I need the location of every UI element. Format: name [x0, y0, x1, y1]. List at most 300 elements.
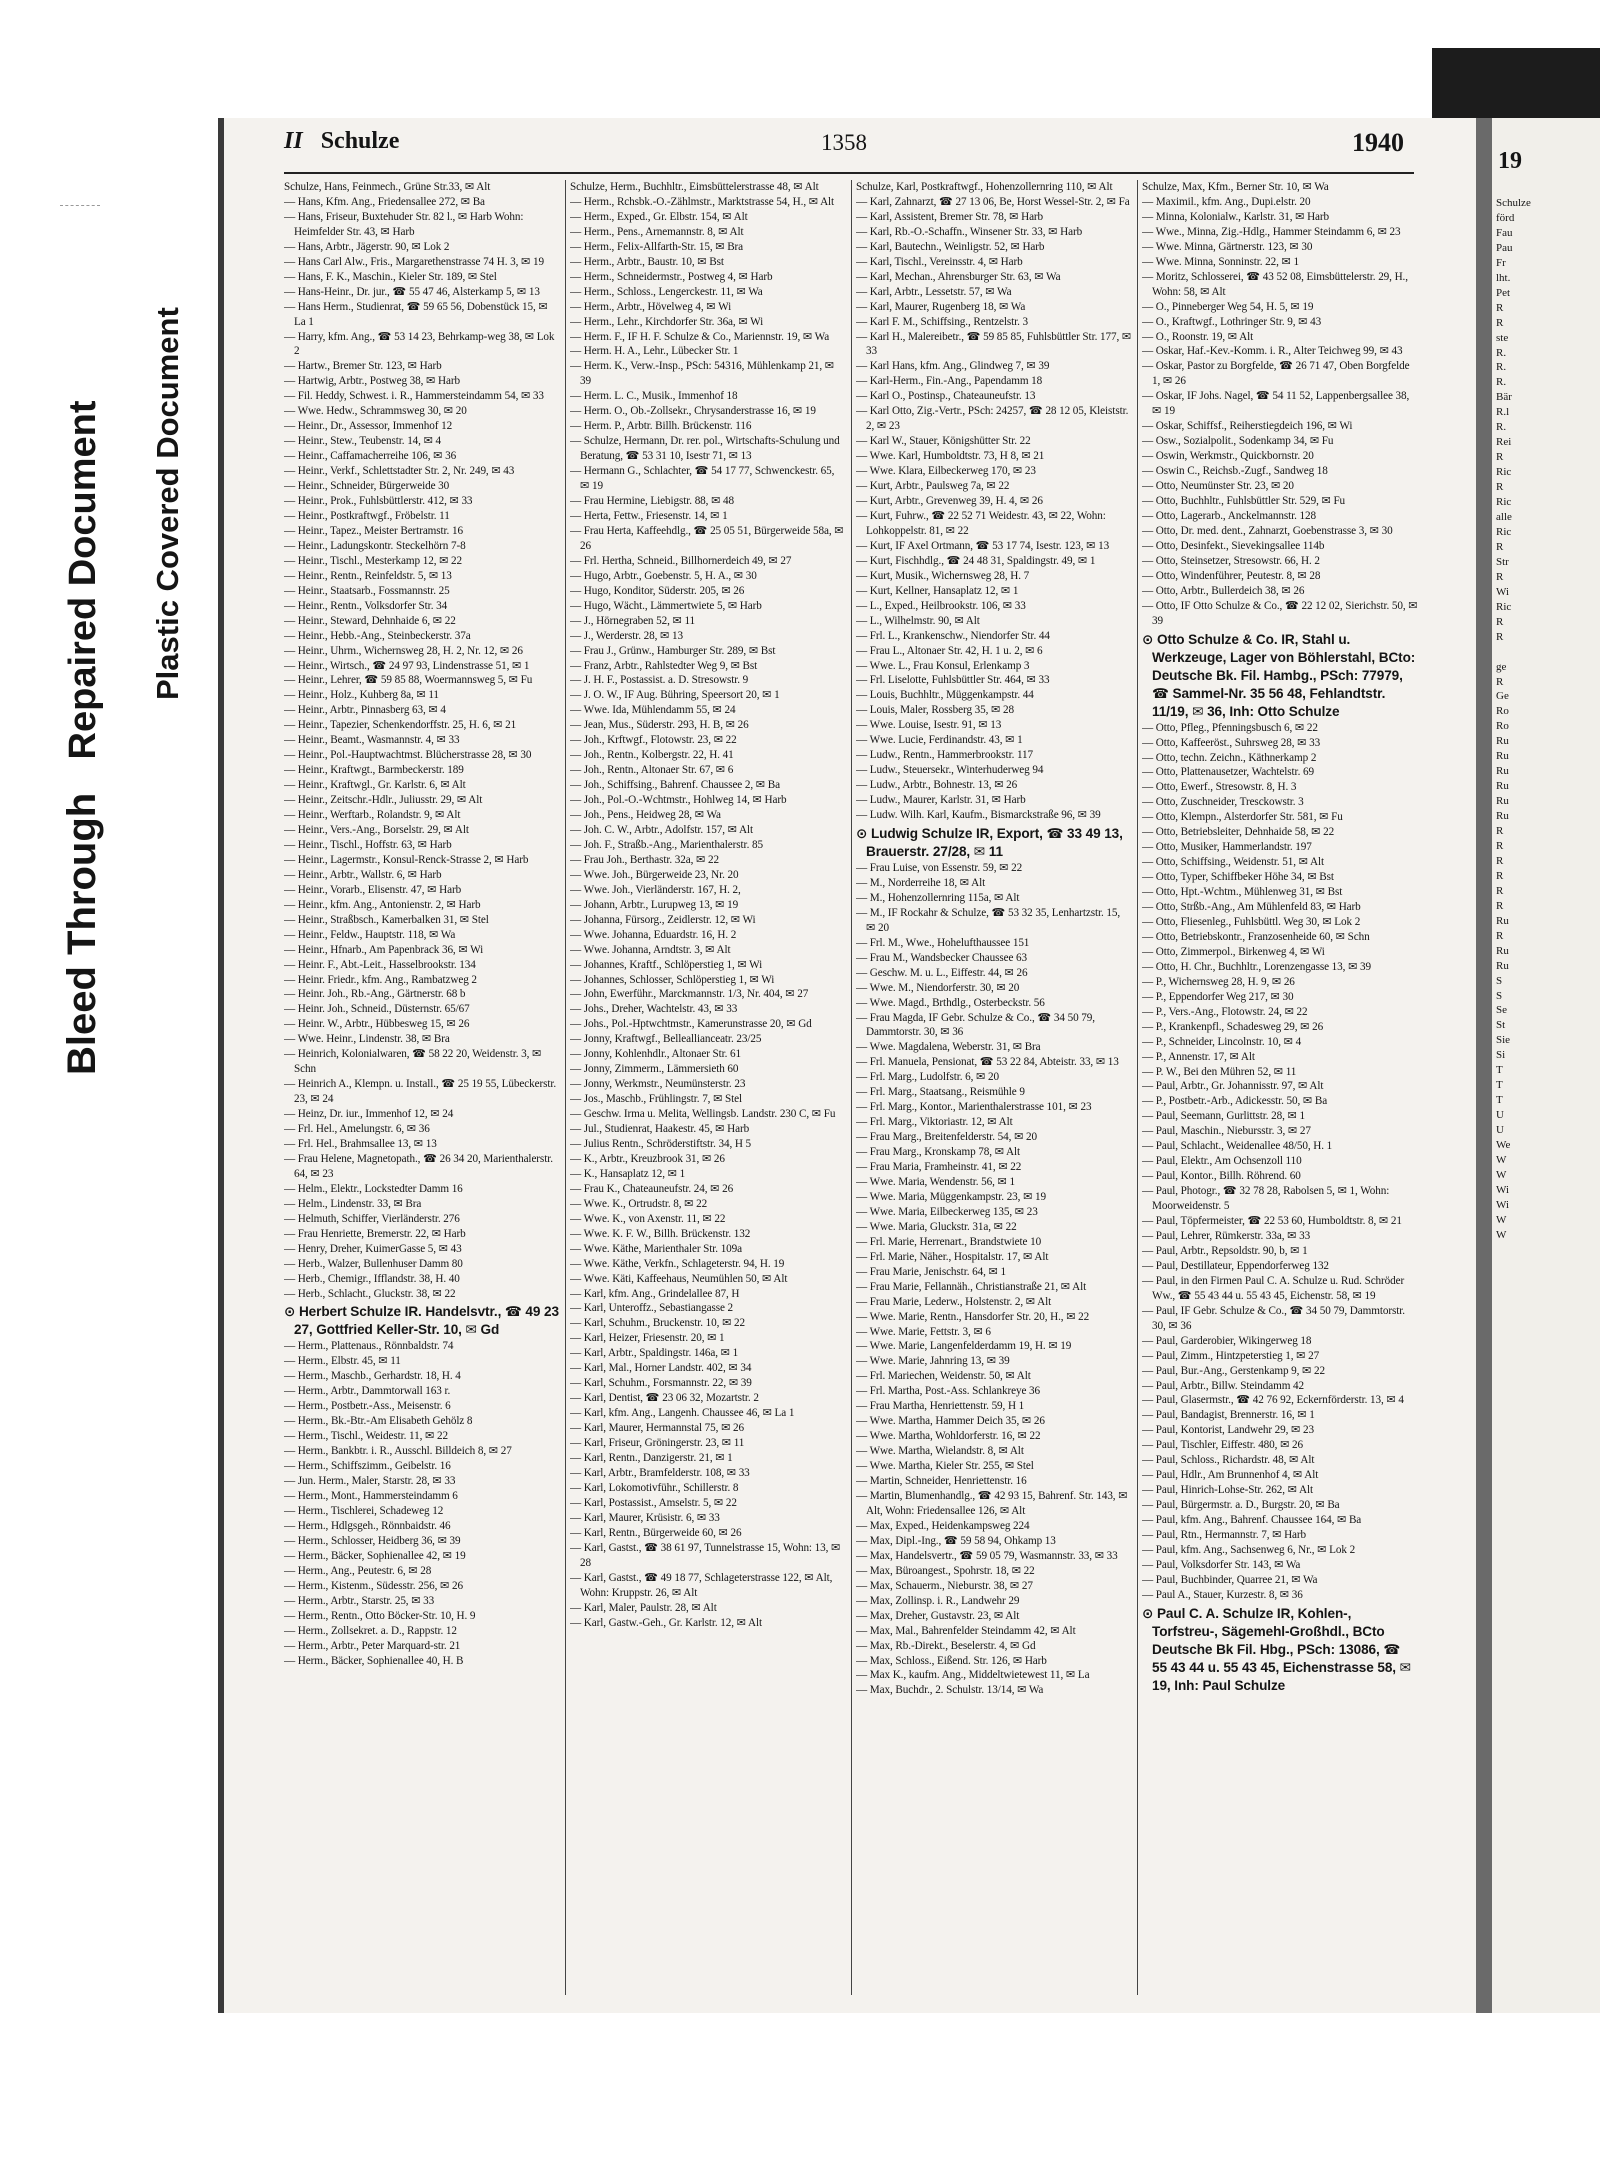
- directory-entry: — K., Arbtr., Kreuzbrook 31, ✉ 26: [570, 1152, 725, 1165]
- next-page-line: We: [1496, 1139, 1511, 1152]
- directory-page: [224, 118, 1484, 2013]
- next-page-line: Wi: [1496, 1198, 1509, 1211]
- directory-entry: — Frau Marie, Fellannäh., Christianstraße 21, ✉ Alt: [856, 1280, 1087, 1293]
- directory-entry: — Frau K., Chateauneufstr. 24, ✉ 26: [570, 1182, 734, 1195]
- directory-entry: — Frau L., Altonaer Str. 42, H. 1 u. 2, ✉ 6: [856, 644, 1043, 657]
- column-divider: [1137, 180, 1138, 1995]
- next-page-line: R: [1496, 540, 1504, 553]
- directory-entry: — Oskar, Pastor zu Borgfelde, ☎ 26 71 47, Oben Borgfelde 1, ✉ 26: [1142, 360, 1410, 388]
- directory-entry: — M., Hohenzollernring 115a, ✉ Alt: [856, 891, 1020, 904]
- directory-entry: — Paul, Buchbinder, Quarree 21, ✉ Wa: [1142, 1573, 1318, 1586]
- directory-entry: — Heinr., Straßbsch., Kamerbalken 31, ✉ Stel: [284, 913, 489, 926]
- directory-entry: — Wwe. L., Frau Konsul, Erlenkamp 3: [856, 659, 1030, 672]
- directory-entry: — L., Exped., Heilbrookstr. 106, ✉ 33: [856, 599, 1026, 612]
- directory-entry: — Karl, Gastw.-Geh., Gr. Karlstr. 12, ✉ Alt: [570, 1616, 763, 1629]
- next-page-line: U: [1496, 1109, 1504, 1122]
- next-page-line: R: [1496, 451, 1504, 464]
- directory-entry: — P. W., Bei den Mühren 52, ✉ 11: [1142, 1065, 1297, 1078]
- next-page-line: ge: [1496, 660, 1507, 673]
- next-page-line: R.: [1496, 376, 1507, 389]
- directory-entry: — Heinr., Hebb.-Ang., Steinbeckerstr. 37a: [284, 629, 471, 642]
- directory-entry: — Karl, Gastst., ☎ 38 61 97, Tunnelstrasse 15, Wohn: 13, ✉ 28: [570, 1541, 841, 1569]
- directory-entry: — K., Hansaplatz 12, ✉ 1: [570, 1167, 686, 1180]
- directory-entry: — Jonny, Kohlenhdlr., Altonaer Str. 61: [570, 1048, 742, 1061]
- directory-entry: — J., Hörnegraben 52, ✉ 11: [570, 614, 696, 627]
- directory-entry: — Karl, Dentist, ☎ 23 06 32, Mozartstr. 2: [570, 1392, 759, 1405]
- directory-entry: — Joh. F., Straßb.-Ang., Marienthalerstr. 85: [570, 838, 763, 851]
- directory-entry: — Frau Luise, von Essenstr. 59, ✉ 22: [856, 861, 1023, 874]
- directory-entry: — Heinr., Rentn., Volksdorfer Str. 34: [284, 599, 448, 612]
- directory-entry: — Herm., Pens., Arnemannstr. 8, ✉ Alt: [570, 225, 744, 238]
- directory-entry: — Heinr., Dr., Assessor, Immenhof 12: [284, 420, 453, 433]
- directory-entry: — Frau Marie, Jenischstr. 64, ✉ 1: [856, 1265, 1006, 1278]
- directory-entry: — Johs., Dreher, Wachtelstr. 43, ✉ 33: [570, 1003, 738, 1016]
- directory-entry: — Otto, Schiffsing., Weidenstr. 51, ✉ Alt: [1142, 856, 1325, 869]
- next-page-line: Ric: [1496, 466, 1512, 479]
- header-rule: [284, 172, 1414, 174]
- directory-entry: — Ludw., Steuersekr., Winterhuderweg 94: [856, 764, 1044, 777]
- directory-entry: — J. O. W., IF Aug. Bühring, Speersort 20, ✉ 1: [570, 689, 780, 702]
- directory-entry: — Paul, Tischler, Eiffestr. 480, ✉ 26: [1142, 1439, 1304, 1452]
- directory-entry: — Karl, Rb.-O.-Schaffn., Winsener Str. 33, ✉ Harb: [856, 225, 1083, 238]
- directory-entry: — Herm., Bk.-Btr.-Am Elisabeth Gehölz 8: [284, 1415, 473, 1428]
- directory-entry: — Paul, Hdlr., Am Brunnenhof 4, ✉ Alt: [1142, 1469, 1319, 1482]
- directory-entry: — P., Vers.-Ang., Flotowstr. 24, ✉ 22: [1142, 1005, 1308, 1018]
- directory-entry: — Heinr., Ladungskontr. Steckelhörn 7-8: [284, 539, 466, 552]
- directory-entry: — Oswin C., Reichsb.-Zugf., Sandweg 18: [1142, 465, 1328, 478]
- directory-entry: — Oskar, Haf.-Kev.-Komm. i. R., Alter Teichweg 99, ✉ 43: [1142, 345, 1403, 358]
- directory-entry: — Joh., Krftwgf., Flotowstr. 23, ✉ 22: [570, 734, 737, 747]
- directory-entry: — Herm., Schloss., Lengerckestr. 11, ✉ Wa: [570, 285, 763, 298]
- directory-entry: — Paul, kfm. Ang., Sachsenweg 6, Nr., ✉ Lok 2: [1142, 1544, 1356, 1557]
- directory-entry: — Paul, Destillateur, Eppendorferweg 132: [1142, 1259, 1329, 1272]
- directory-entry: — Wwe. Johanna, Arndtstr. 3, ✉ Alt: [570, 943, 731, 956]
- directory-entry: — Hans, Arbtr., Jägerstr. 90, ✉ Lok 2: [284, 240, 450, 253]
- directory-entry: — Frau M., Wandsbecker Chaussee 63: [856, 951, 1028, 964]
- directory-entry: — Max, Schauerm., Nieburstr. 38, ✉ 27: [856, 1579, 1033, 1592]
- directory-entry: — Wwe. Lucie, Ferdinandstr. 43, ✉ 1: [856, 734, 1023, 747]
- directory-entry: — Kurt, IF Axel Ortmann, ☎ 53 17 74, Isestr. 123, ✉ 13: [856, 539, 1110, 552]
- directory-entry: — Hartwig, Arbtr., Postweg 38, ✉ Harb: [284, 375, 460, 388]
- directory-entry: — Otto, Typer, Schiffbeker Höhe 34, ✉ Bst: [1142, 871, 1334, 884]
- directory-entry: — Schulze, Hermann, Dr. rer. pol., Wirtschafts-Schulung und Beratung, ☎ 53 31 10, Isestr 71, ✉ 13: [570, 435, 840, 463]
- directory-entry: — Wwe. Martha, Hammer Deich 35, ✉ 26: [856, 1415, 1045, 1428]
- directory-entry: — Karl Otto, Zig.-Vertr., PSch: 24257, ☎ 28 12 05, Kleiststr. 2, ✉ 23: [856, 405, 1129, 433]
- directory-entry: — Herm. P., Arbtr. Billh. Brückenstr. 116: [570, 420, 752, 433]
- directory-entry: — Heinr. Joh., Schneid., Düsternstr. 65/67: [284, 1003, 470, 1016]
- next-page-line: R: [1496, 869, 1504, 882]
- directory-entry: — Moritz, Schlosserei, ☎ 43 52 08, Eimsbüttelerstr. 29, H., Wohn: 58, ✉ Alt: [1142, 270, 1408, 298]
- directory-entry: — Wwe. K., Ortrudstr. 8, ✉ 22: [570, 1197, 708, 1210]
- directory-entry: — Ludw. Wilh. Karl, Kaufm., Bismarckstraße 96, ✉ 39: [856, 809, 1101, 822]
- directory-entry: — Paul, Lehrer, Rümkerstr. 33a, ✉ 33: [1142, 1230, 1311, 1242]
- year-label: 1940: [1352, 128, 1404, 157]
- surname-heading: Schulze: [320, 128, 400, 154]
- directory-entry: — Max, Dreher, Gustavstr. 23, ✉ Alt: [856, 1609, 1020, 1622]
- directory-entry: — Karl, Lokomotivführ., Schillerstr. 8: [570, 1481, 739, 1494]
- directory-entry: — Heinr., Verkf., Schlettstadter Str. 2, Nr. 249, ✉ 43: [284, 465, 515, 478]
- directory-entry: — Oskar, Schiffsf., Reiherstiegdeich 196, ✉ Wi: [1142, 420, 1353, 433]
- directory-entry: — Heinr., Holz., Kuhberg 8a, ✉ 11: [284, 689, 439, 702]
- directory-entry: — Wwe. Maria, Gluckstr. 31a, ✉ 22: [856, 1220, 1017, 1233]
- entry-columns: [284, 180, 1424, 1995]
- next-page-line: R: [1496, 570, 1504, 583]
- directory-entry: — Frau J., Grünw., Hamburger Str. 289, ✉ Bst: [570, 644, 776, 657]
- directory-entry: — Otto, IF Otto Schulze & Co., ☎ 22 12 02, Sierichstr. 50, ✉ 39: [1142, 599, 1418, 627]
- directory-entry: — Louis, Buchhltr., Müggenkampstr. 44: [856, 689, 1034, 702]
- directory-entry: — Paul, Kontor., Billh. Röhrend. 60: [1142, 1170, 1301, 1183]
- directory-entry: — Jonny, Werkmstr., Neumünsterstr. 23: [570, 1078, 746, 1091]
- directory-entry: — Paul, Zimm., Hintzpeterstieg 1, ✉ 27: [1142, 1349, 1320, 1362]
- next-page-line: [1496, 645, 1596, 660]
- directory-entry: — Heinr. W., Arbtr., Hübbesweg 15, ✉ 26: [284, 1018, 470, 1031]
- directory-entry: — Frau Marie, Lederw., Holstenstr. 2, ✉ Alt: [856, 1295, 1052, 1308]
- edge-dash-mark: [60, 205, 100, 206]
- directory-entry: — Wwe. Magd., Brthdlg., Osterbeckstr. 56: [856, 996, 1045, 1009]
- directory-entry: — Frl. Martha, Post.-Ass. Schlankreye 36: [856, 1385, 1040, 1398]
- directory-entry: — Paul, Photogr., ☎ 32 78 28, Rabolsen 5, ✉ 1, Wohn: Moorweidenstr. 5: [1142, 1185, 1390, 1213]
- directory-entry: — Paul, Arbtr., Gr. Johannisstr. 97, ✉ Alt: [1142, 1080, 1324, 1093]
- directory-entry: — Karl, Arbtr., Bramfelderstr. 108, ✉ 33: [570, 1466, 750, 1479]
- directory-entry: — Harry, kfm. Ang., ☎ 53 14 23, Behrkamp-weg 38, ✉ Lok 2: [284, 330, 555, 358]
- directory-entry: — Paul, Garderobier, Wikingerweg 18: [1142, 1334, 1312, 1347]
- directory-entry: — Heinr., Zeitschr.-Hdlr., Juliusstr. 29, ✉ Alt: [284, 794, 483, 807]
- next-page-line: förd: [1496, 211, 1515, 224]
- directory-entry: — Karl, Friseur, Gröningerstr. 23, ✉ 11: [570, 1437, 745, 1450]
- next-page-line: Ric: [1496, 600, 1512, 613]
- directory-entry: — Karl, kfm. Ang., Langenh. Chaussee 46, ✉ La 1: [570, 1407, 795, 1420]
- directory-entry: — Paul, IF Gebr. Schulze & Co., ☎ 34 50 79, Dammtorstr. 30, ✉ 36: [1142, 1304, 1405, 1332]
- directory-entry: — Herm. O., Ob.-Zollsekr., Chrysanderstrasse 16, ✉ 19: [570, 405, 816, 418]
- directory-entry: — Kurt, Fuhrw., ☎ 22 52 71 Weidestr. 43, ✉ 22, Wohn: Lohkoppelstr. 81, ✉ 22: [856, 509, 1106, 537]
- directory-entry: — Maximil., kfm. Ang., Dupi.elstr. 20: [1142, 195, 1311, 208]
- directory-entry: — Wwe. Martha, Kieler Str. 255, ✉ Stel: [856, 1460, 1034, 1473]
- directory-entry: — Wwe. Karl, Humboldtstr. 73, H 8, ✉ 21: [856, 450, 1045, 463]
- directory-entry: — Heinr., Tischl., Hoffstr. 63, ✉ Harb: [284, 838, 452, 851]
- directory-entry: — Max, Buchdr., 2. Schulstr. 13/14, ✉ Wa: [856, 1684, 1044, 1697]
- column-divider: [851, 180, 852, 1995]
- directory-entry: — Paul, Hinrich-Lohse-Str. 262, ✉ Alt: [1142, 1484, 1313, 1497]
- directory-entry: — Frau Magda, IF Gebr. Schulze & Co., ☎ 34 50 79, Dammtorstr. 30, ✉ 36: [856, 1011, 1095, 1039]
- directory-entry: — Max, Rb.-Direkt., Beselerstr. 4, ✉ Gd: [856, 1639, 1036, 1652]
- directory-entry: — Wwe. Martha, Wielandstr. 8, ✉ Alt: [856, 1445, 1024, 1458]
- directory-entry: — Wwe. Marie, Fettstr. 3, ✉ 6: [856, 1325, 991, 1338]
- directory-entry: — Frau Hermine, Liebigstr. 88, ✉ 48: [570, 495, 735, 508]
- next-page-line: R.: [1496, 361, 1507, 374]
- book-gutter: [1476, 118, 1492, 2013]
- directory-entry: — Karl, Bautechn., Weinligstr. 52, ✉ Harb: [856, 240, 1045, 253]
- next-page-line: W: [1496, 1168, 1507, 1181]
- next-page-line: Si: [1496, 1049, 1506, 1062]
- directory-entry: — Wwe. Minna, Gärtnerstr. 123, ✉ 30: [1142, 240, 1313, 253]
- directory-entry: — Paul A., Stauer, Kurzestr. 8, ✉ 36: [1142, 1588, 1303, 1601]
- next-page-line: Ro: [1496, 705, 1509, 718]
- directory-entry: — Herm., Exped., Gr. Elbstr. 154, ✉ Alt: [570, 210, 748, 223]
- next-page-line: Ge: [1496, 690, 1509, 703]
- directory-entry: — Herm., Maschb., Gerhardstr. 18, H. 4: [284, 1370, 461, 1383]
- directory-entry: — Heinr., Wirtsch., ☎ 24 97 93, Lindenstrasse 51, ✉ 1: [284, 659, 530, 672]
- directory-entry: — Otto, Buchhltr., Fuhlsbüttler Str. 529, ✉ Fu: [1142, 495, 1346, 508]
- next-page-line: T: [1496, 1064, 1503, 1077]
- directory-entry: — Wwe. Käthe, Marienthaler Str. 109a: [570, 1242, 743, 1255]
- column-4: [1142, 180, 1418, 1995]
- directory-entry: — Frl. L., Krankenschw., Niendorfer Str. 44: [856, 629, 1050, 642]
- column-3: [856, 180, 1132, 1995]
- directory-entry: — Johs., Pol.-Hptwchtmstr., Kamerunstrasse 20, ✉ Gd: [570, 1018, 812, 1031]
- directory-entry: — Karl, Gastst., ☎ 49 18 77, Schlageterstrasse 122, ✉ Alt, Wohn: Kruppstr. 26, ✉ Alt: [570, 1571, 833, 1599]
- directory-entry: — Heinr., Tischl., Mesterkamp 12, ✉ 22: [284, 554, 463, 567]
- directory-entry: — Frau Henriette, Bremerstr. 22, ✉ Harb: [284, 1227, 466, 1240]
- directory-entry: — L., Wilhelmstr. 90, ✉ Alt: [856, 614, 980, 627]
- directory-entry: — Paul, Kontorist, Landwehr 29, ✉ 23: [1142, 1424, 1315, 1437]
- running-head: [284, 128, 1404, 168]
- directory-entry: — Oskar, IF Johs. Nagel, ☎ 54 11 52, Lappenbergsallee 38, ✉ 19: [1142, 390, 1410, 418]
- directory-entry: — Karl, Mechan., Ahrensburger Str. 63, ✉ Wa: [856, 270, 1061, 283]
- directory-entry: — Karl-Herm., Fin.-Ang., Papendamm 18: [856, 375, 1043, 388]
- next-page-line: R: [1496, 884, 1504, 897]
- directory-entry: — Heinr., Beamt., Wasmannstr. 4, ✉ 33: [284, 734, 460, 747]
- directory-entry: — Joh., Rentn., Altonaer Str. 67, ✉ 6: [570, 764, 734, 777]
- next-page-line: lht.: [1496, 271, 1511, 284]
- directory-entry: — Karl, Maurer, Rugenberg 18, ✉ Wa: [856, 300, 1026, 313]
- column-divider: [565, 180, 566, 1995]
- next-page-line: R: [1496, 615, 1504, 628]
- next-page-line: Se: [1496, 1004, 1507, 1017]
- directory-entry: — Paul, Arbtr., Billw. Steindamm 42: [1142, 1379, 1305, 1392]
- directory-entry: — Otto, Strßb.-Ang., Am Mühlenfeld 83, ✉ Harb: [1142, 901, 1361, 914]
- directory-entry: — Herb., Chemigr., Ifflandstr. 38, H. 40: [284, 1272, 460, 1285]
- directory-entry: — Wwe. Hedw., Schrammsweg 30, ✉ 20: [284, 405, 467, 418]
- directory-entry: — Karl, Rentn., Bürgerweide 60, ✉ 26: [570, 1526, 742, 1539]
- directory-entry: — Jos., Maschb., Frühlingstr. 7, ✉ Stel: [570, 1093, 743, 1106]
- directory-entry: — Karl, Heizer, Friesenstr. 20, ✉ 1: [570, 1332, 725, 1345]
- directory-entry: — Wwe. Käthe, Verkfn., Schlageterstr. 94, H. 19: [570, 1257, 785, 1270]
- directory-entry: — Herta, Fettw., Friesenstr. 14, ✉ 1: [570, 509, 728, 522]
- directory-entry: — Hermann G., Schlachter, ☎ 54 17 77, Schwenckestr. 65, ✉ 19: [570, 465, 835, 493]
- directory-entry: — Wwe., Minna, Zig.-Hdlg., Hammer Steindamm 6, ✉ 23: [1142, 225, 1401, 238]
- directory-entry: — Heinr., Werftarb., Rolandstr. 9, ✉ Alt: [284, 809, 461, 822]
- directory-entry: — Karl H., Malereibetr., ☎ 59 85 85, Fuhlsbüttler Str. 177, ✉ 33: [856, 330, 1132, 358]
- directory-entry: — Heinr., Lehrer, ☎ 59 85 88, Woermannsweg 5, ✉ Fu: [284, 674, 533, 687]
- next-page-line: Ru: [1496, 959, 1509, 972]
- directory-entry: — Herm., Arbtr., Hövelweg 4, ✉ Wi: [570, 300, 732, 313]
- directory-entry: — O., Pinneberger Weg 54, H. 5, ✉ 19: [1142, 300, 1314, 313]
- directory-entry: — Geschw. Irma u. Melita, Wellingsb. Landstr. 230 C, ✉ Fu: [570, 1108, 836, 1121]
- directory-entry: — Hartw., Bremer Str. 123, ✉ Harb: [284, 360, 442, 373]
- directory-entry: — Wwe. K. F. W., Billh. Brückenstr. 132: [570, 1227, 751, 1240]
- directory-entry: — Paul, Bur.-Ang., Gerstenkamp 9, ✉ 22: [1142, 1364, 1326, 1377]
- directory-entry: — Martin, Blumenhandlg., ☎ 42 93 15, Bahrenf. Str. 143, ✉ Alt, Wohn: Friedensallee 126, ✉ Alt: [856, 1490, 1128, 1517]
- directory-entry: Schulze, Herm., Buchhltr., Eimsbüttelerstrasse 48, ✉ Alt: [570, 181, 819, 193]
- section-number: II: [284, 128, 303, 154]
- directory-entry: — Heinr., Steward, Dehnhaide 6, ✉ 22: [284, 614, 456, 627]
- directory-entry: — Herm., Mont., Hammersteindamm 6: [284, 1490, 458, 1503]
- directory-entry: — Karl, Assistent, Bremer Str. 78, ✉ Harb: [856, 210, 1044, 223]
- plastic-covered-label: Plastic Covered Document: [150, 307, 185, 700]
- directory-entry: — Heinr., Kraftwgl., Gr. Karlstr. 6, ✉ Alt: [284, 779, 466, 792]
- directory-entry: — Heinr. F., Abt.-Leit., Hasselbrookstr. 134: [284, 958, 476, 971]
- directory-entry: — Paul, Seemann, Gurlittstr. 28, ✉ 1: [1142, 1110, 1306, 1123]
- directory-entry: — Heinr. Friedr., kfm. Ang., Rambatzweg 2: [284, 973, 477, 986]
- directory-entry: — Jonny, Kraftwgf., Belleallianceatr. 23/25: [570, 1033, 762, 1046]
- directory-entry: — Frau Marg., Breitenfelderstr. 54, ✉ 20: [856, 1131, 1038, 1144]
- directory-entry: — Heinr., Feldw., Hauptstr. 118, ✉ Wa: [284, 928, 456, 941]
- directory-entry: — Karl, Schuhm., Bruckenstr. 10, ✉ 22: [570, 1317, 746, 1330]
- directory-entry: — Wwe. Käti, Kaffeehaus, Neumühlen 50, ✉ Alt: [570, 1272, 788, 1285]
- next-page-line: Str: [1496, 555, 1509, 568]
- next-page-line: U: [1496, 1124, 1504, 1137]
- directory-entry: — P., Postbetr.-Arb., Adickesstr. 50, ✉ Ba: [1142, 1095, 1328, 1108]
- directory-entry: — Karl, Schuhm., Forsmannstr. 22, ✉ 39: [570, 1377, 752, 1390]
- directory-entry: — Otto, Windenführer, Peutestr. 8, ✉ 28: [1142, 569, 1321, 582]
- directory-entry: — Herm., Elbstr. 45, ✉ 11: [284, 1355, 401, 1368]
- directory-entry: — Julius Rentn., Schröderstiftstr. 34, H 5: [570, 1138, 752, 1150]
- directory-entry: — Kurt, Arbtr., Grevenweg 39, H. 4, ✉ 26: [856, 495, 1043, 508]
- directory-entry: — Franz, Arbtr., Rahlstedter Weg 9, ✉ Bst: [570, 659, 758, 672]
- directory-entry: — Wwe. Maria, Wendenstr. 56, ✉ 1: [856, 1176, 1015, 1188]
- directory-entry: — Max K., kaufm. Ang., Middeltwietewest 11, ✉ La: [856, 1669, 1090, 1682]
- next-page-line: Schulze: [1496, 197, 1531, 209]
- next-page-line: T: [1496, 1094, 1503, 1107]
- directory-entry: — Minna, Kolonialw., Karlstr. 31, ✉ Harb: [1142, 210, 1330, 223]
- directory-entry: — Frl. Marg., Kontor., Marienthalerstrasse 101, ✉ 23: [856, 1101, 1092, 1114]
- directory-entry: — Max, Dipl.-Ing., ☎ 59 58 94, Ohkamp 13: [856, 1534, 1056, 1547]
- directory-entry: — Jul., Studienrat, Haakestr. 45, ✉ Harb: [570, 1123, 750, 1136]
- directory-entry: — Hans, Friseur, Buxtehuder Str. 82 l., ✉ Harb Wohn: Heimfelder Str. 43, ✉ Harb: [284, 210, 524, 238]
- directory-entry: — Wwe. Magdalena, Weberstr. 31, ✉ Bra: [856, 1041, 1041, 1054]
- directory-entry: — Hans, F. K., Maschin., Kieler Str. 189, ✉ Stel: [284, 270, 497, 283]
- directory-entry: — J., Werderstr. 28, ✉ 13: [570, 629, 683, 642]
- directory-entry: — Otto, Lagerarb., Anckelmannstr. 128: [1142, 509, 1317, 522]
- firm-entry: ⊙ Ludwig Schulze IR, Export, ☎ 33 49 13, Brauerstr. 27/28, ✉ 11: [856, 825, 1123, 859]
- directory-entry: — Herm. L. C., Musik., Immenhof 18: [570, 390, 738, 403]
- directory-entry: — Otto, Steinsetzer, Stresowstr. 66, H. 2: [1142, 554, 1320, 567]
- directory-entry: — Helmuth, Schiffer, Vierländerstr. 276: [284, 1212, 460, 1225]
- directory-entry: — Heinrich A., Klempn. u. Install., ☎ 25 19 55, Lübeckerstr. 23, ✉ 24: [284, 1078, 557, 1106]
- directory-entry: — Karl, Unteroffz., Sebastiangasse 2: [570, 1302, 734, 1315]
- directory-entry: — Hans Carl Alw., Fris., Margarethenstrasse 74 H. 3, ✉ 19: [284, 255, 545, 268]
- next-page-line: Wi: [1496, 1183, 1509, 1196]
- directory-entry: — Wwe. Maria, Eilbeckerweg 135, ✉ 23: [856, 1205, 1038, 1218]
- directory-entry: — Otto, Neumünster Str. 23, ✉ 20: [1142, 480, 1294, 493]
- directory-entry: — Frau Helene, Magnetopath., ☎ 26 34 20, Marienthalerstr. 64, ✉ 23: [284, 1152, 553, 1180]
- directory-entry: — Herm., Bäcker, Sophienallee 40, H. B: [284, 1654, 464, 1667]
- firm-entry: ⊙ Otto Schulze & Co. IR, Stahl u. Werkzeuge, Lager von Böhlerstahl, BCto: Deutsche Bk. Fil. Hambg., PSch: 77979, ☎ Sammel-Nr. 35 56 48, Fehlandtstr. 11/19, ✉ 36, Inh: Otto Schulze: [1142, 631, 1416, 719]
- directory-entry: — Paul, kfm. Ang., Bahrenf. Chaussee 164, ✉ Ba: [1142, 1514, 1362, 1527]
- directory-entry: — Louis, Maler, Rossberg 35, ✉ 28: [856, 704, 1014, 717]
- directory-entry: — Heinr., Vers.-Ang., Borselstr. 29, ✉ Alt: [284, 823, 469, 836]
- directory-entry: — Heinr., kfm. Ang., Antonienstr. 2, ✉ Harb: [284, 898, 481, 911]
- directory-entry: — Hans, Kfm. Ang., Friedensallee 272, ✉ Ba: [284, 195, 485, 208]
- directory-entry: — Otto, Desinfekt., Sievekingsallee 114b: [1142, 539, 1325, 552]
- next-page-line: R: [1496, 301, 1504, 314]
- column-1: [284, 180, 560, 1995]
- directory-entry: — Herm., Arbtr., Dammtorwall 163 r.: [284, 1385, 451, 1398]
- next-page-line: Ric: [1496, 525, 1512, 538]
- directory-entry: — Herm., Postbetr.-Ass., Meisenstr. 6: [284, 1400, 451, 1413]
- next-page-line: Bär: [1496, 391, 1512, 404]
- directory-entry: — Hugo, Konditor, Süderstr. 205, ✉ 26: [570, 584, 745, 597]
- directory-entry: — Otto, Betriebsleiter, Dehnhaide 58, ✉ 22: [1142, 826, 1335, 839]
- repaired-document-text: Repaired Document: [62, 400, 104, 760]
- directory-entry: — Herb., Schlacht., Gluckstr. 38, ✉ 22: [284, 1287, 456, 1300]
- directory-entry: — Otto, H. Chr., Buchhltr., Lorenzengasse 13, ✉ 39: [1142, 960, 1372, 973]
- directory-entry: — Frl. Hel., Amelungstr. 6, ✉ 36: [284, 1123, 430, 1136]
- directory-entry: — Herm., Arbtr., Starstr. 25, ✉ 33: [284, 1594, 435, 1607]
- directory-entry: — Karl, Maler, Paulstr. 28, ✉ Alt: [570, 1601, 717, 1614]
- directory-entry: — Heinr. Joh., Rb.-Ang., Gärtnerstr. 68 b: [284, 988, 466, 1001]
- directory-entry: — Johann, Arbtr., Lurupweg 13, ✉ 19: [570, 898, 739, 911]
- directory-entry: — Otto, Zimmerpol., Birkenweg 4, ✉ Wi: [1142, 945, 1325, 958]
- next-page-line: Ru: [1496, 780, 1509, 793]
- directory-entry: — Heinr., Arbtr., Pinnasberg 63, ✉ 4: [284, 704, 446, 717]
- next-page-line: R: [1496, 854, 1504, 867]
- directory-entry: — Herm., Arbtr., Baustr. 10, ✉ Bst: [570, 255, 724, 268]
- next-page-edge: [1492, 118, 1600, 2013]
- directory-entry: — Karl, Maurer, Hermannstal 75, ✉ 26: [570, 1422, 745, 1435]
- next-page-line: Ru: [1496, 914, 1509, 927]
- directory-entry: — Paul, Rtn., Hermannstr. 7, ✉ Harb: [1142, 1529, 1307, 1542]
- directory-entry: — Heinr., Tapezier, Schenkendorffstr. 25, H. 6, ✉ 21: [284, 719, 517, 732]
- next-page-line: R.l: [1496, 406, 1510, 419]
- next-page-line: Pet: [1496, 286, 1511, 299]
- directory-entry: — O., Roonstr. 19, ✉ Alt: [1142, 330, 1254, 343]
- directory-entry: — Karl Hans, kfm. Ang., Glindweg 7, ✉ 39: [856, 360, 1050, 373]
- next-page-line: Fr: [1496, 256, 1506, 269]
- directory-entry: — Herm., Schiffszimm., Geibelstr. 16: [284, 1460, 451, 1473]
- directory-entry: — Johannes, Schlosser, Schlöperstieg 1, ✉ Wi: [570, 973, 775, 986]
- directory-entry: — Wwe. Marie, Langenfelderdamm 19, H. ✉ 19: [856, 1340, 1072, 1353]
- next-page-line: R: [1496, 481, 1504, 494]
- next-page-line: Rei: [1496, 436, 1512, 449]
- directory-entry: — Karl, Zahnarzt, ☎ 27 13 06, Be, Horst Wessel-Str. 2, ✉ Fa: [856, 195, 1130, 208]
- directory-entry: — Herm., Plattenaus., Rönnbaldstr. 74: [284, 1340, 454, 1353]
- directory-entry: — Otto, Ewerf., Stresowstr. 8, H. 3: [1142, 781, 1297, 794]
- next-page-line: R: [1496, 929, 1504, 942]
- directory-entry: — Otto, Dr. med. dent., Zahnarzt, Goebenstrasse 3, ✉ 30: [1142, 524, 1393, 537]
- directory-entry: — Wwe. Marie, Rentn., Hansdorfer Str. 20, H., ✉ 22: [856, 1310, 1090, 1323]
- next-page-line: R: [1496, 839, 1504, 852]
- directory-entry: — Karl O., Postinsp., Chateauneufstr. 13: [856, 390, 1036, 403]
- directory-entry: — Kurt, Arbtr., Paulsweg 7a, ✉ 22: [856, 480, 1010, 493]
- directory-entry: — Otto, Fliesenleg., Fuhlsbüttl. Weg 30, ✉ Lok 2: [1142, 915, 1361, 928]
- directory-entry: — Paul, in den Firmen Paul C. A. Schulze u. Rud. Schröder Ww., ☎ 55 43 44 u. 55 43 45, Eichenstr. 58, ✉ 19: [1142, 1274, 1405, 1302]
- directory-entry: — Heinr., Postkraftwgf., Fröbelstr. 11: [284, 509, 450, 522]
- bleed-through-text: Bleed Through: [60, 792, 104, 1075]
- firm-entry: ⊙ Herbert Schulze IR. Handelsvtr., ☎ 49 23 27, Gottfried Keller-Str. 10, ✉ Gd: [284, 1304, 559, 1338]
- next-page-header: 19: [1498, 148, 1522, 174]
- directory-entry: — Johannes, Kraftf., Schlöperstieg 1, ✉ Wi: [570, 958, 763, 971]
- directory-entry: — Herm. F., IF H. F. Schulze & Co., Mariennstr. 19, ✉ Wa: [570, 330, 830, 343]
- directory-entry: — Paul, Volksdorfer Str. 143, ✉ Wa: [1142, 1558, 1301, 1571]
- directory-entry: — P., Krankenpfl., Schadesweg 29, ✉ 26: [1142, 1020, 1324, 1033]
- directory-entry: — Max, Zollinsp. i. R., Landwehr 29: [856, 1594, 1020, 1607]
- directory-entry: — Otto, techn. Zeichn., Käthnerkamp 2: [1142, 751, 1317, 764]
- directory-entry: — Hugo, Wächt., Lämmertwiete 5, ✉ Harb: [570, 599, 762, 612]
- directory-entry: — Paul, Elektr., Am Ochsenzoll 110: [1142, 1155, 1302, 1168]
- directory-entry: — Wwe. Joh., Vierländerstr. 167, H. 2,: [570, 883, 741, 896]
- directory-entry: — Frau Martha, Henriettenstr. 59, H 1: [856, 1400, 1025, 1413]
- directory-entry: — Heinr., Rentn., Reinfeldstr. 5, ✉ 13: [284, 569, 452, 582]
- directory-entry: — Frl. Manuela, Pensionat, ☎ 53 22 84, Abteistr. 33, ✉ 13: [856, 1056, 1119, 1069]
- directory-entry: — Paul, Glasermstr., ☎ 42 76 92, Eckernförderstr. 13, ✉ 4: [1142, 1394, 1404, 1407]
- directory-entry: — Frl. Marg., Ludolfstr. 6, ✉ 20: [856, 1071, 1000, 1084]
- directory-entry: — Wwe. Martha, Wohldorferstr. 16, ✉ 22: [856, 1430, 1041, 1443]
- directory-entry: — Heinr., Kraftwgt., Barmbeckerstr. 189: [284, 764, 464, 777]
- directory-entry: — John, Ewerführ., Marckmannstr. 1/3, Nr. 404, ✉ 27: [570, 988, 809, 1001]
- next-page-line: W: [1496, 1154, 1507, 1166]
- directory-entry: — P., Wichernsweg 28, H. 9, ✉ 26: [1142, 975, 1295, 988]
